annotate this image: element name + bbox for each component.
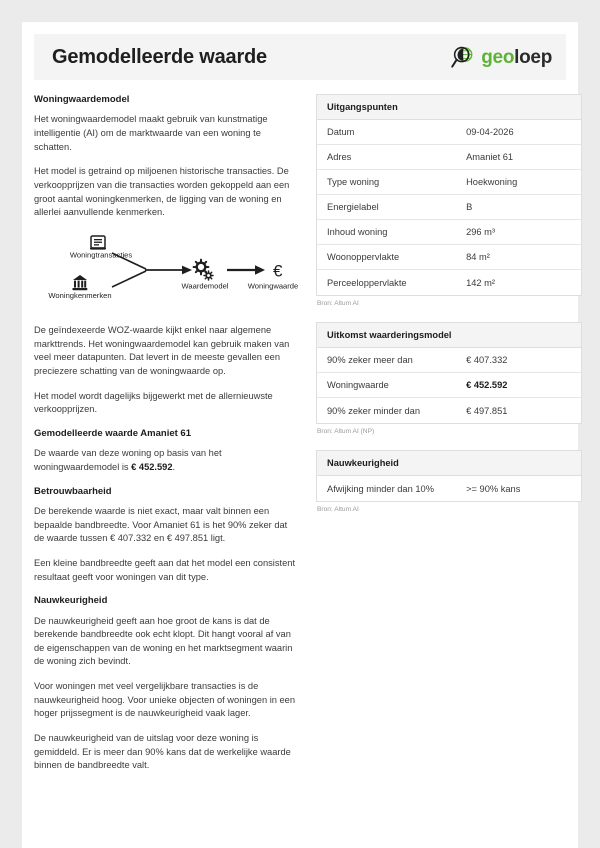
paragraph: Het model is getraind op miljoenen historische transacties. De verkoopprijzen van die transacties worden gekoppeld aan een groot aantal woningkenmerken, de ligging van de woning en allerlei aanvullende kenmerken. xyxy=(34,166,290,218)
table-row xyxy=(317,373,581,398)
row-value: 84 m² xyxy=(466,252,490,262)
table-row xyxy=(317,220,581,245)
row-label: 90% zeker meer dan xyxy=(327,355,413,366)
table-row xyxy=(317,145,581,170)
euro-icon xyxy=(273,261,283,280)
row-label: Woonoppervlakte xyxy=(327,252,400,262)
card-uitgangspunten xyxy=(316,94,582,296)
table-row xyxy=(317,476,581,501)
content-columns xyxy=(22,80,578,784)
magnifier-globe-icon xyxy=(450,44,476,70)
card-title: Nauwkeurigheid xyxy=(317,451,581,476)
row-label: Datum xyxy=(327,127,355,137)
row-label: Afwijking minder dan 10% xyxy=(327,483,434,494)
paragraph: Een kleine bandbreedte geeft aan dat het model een consistent resultaat geeft voor woningen van dit type. xyxy=(34,557,296,582)
page-title: Gemodelleerde waarde xyxy=(52,45,267,68)
document-header xyxy=(34,34,566,80)
section-heading-woningwaardemodel: Woningwaardemodel xyxy=(34,94,130,105)
diagram-label-woningwaarde: Woningwaarde xyxy=(247,281,299,291)
card-uitkomst-waarderingsmodel xyxy=(316,322,582,424)
diagram-label-woningtransacties: Woningtransacties xyxy=(69,250,133,260)
house-bank-icon xyxy=(72,275,87,290)
card-source: Bron: Altum AI xyxy=(317,506,359,514)
row-label: Adres xyxy=(327,152,352,162)
gears-model-icon xyxy=(194,260,213,280)
paragraph: De nauwkeurigheid van de uitslag voor deze woning is gemiddeld. Er is meer dan 90% kans dat de werkelijke waarde binnen de bandbreedte valt. xyxy=(34,733,291,771)
brand-logo xyxy=(450,44,552,70)
card-source: Bron: Altum AI xyxy=(317,300,359,307)
paragraph: De geïndexeerde WOZ-waarde kijkt enkel naar algemene markttrends. Het woningwaardemodel kan gebruik maken van veel meer datapunten. Dat levert in de meeste gevallen een preciezere schatting van de woningwaarde op. xyxy=(34,324,290,376)
row-value: € 407.332 xyxy=(466,355,508,366)
section-heading-gemodelleerde-waarde: Gemodelleerde waarde Amaniet 61 xyxy=(34,427,191,439)
row-value: Hoekwoning xyxy=(466,177,518,187)
left-column xyxy=(34,94,300,784)
paragraph-prefix: De waarde van deze woning op basis van het woningwaardemodel is xyxy=(34,448,222,472)
paragraph: De berekende waarde is niet exact, maar valt binnen een bepaalde bandbreedte. Voor Amaniet 61 is het 90% zeker dat de waarde tussen € 407.332 en € 497.851 ligt. xyxy=(34,505,288,544)
value-model-flow-diagram xyxy=(34,231,300,311)
table-row xyxy=(317,195,581,220)
table-row xyxy=(317,398,581,423)
card-title: Uitgangspunten xyxy=(317,95,581,120)
transactions-document-icon xyxy=(90,236,106,250)
row-label: 90% zeker minder dan xyxy=(327,405,421,416)
table-row xyxy=(317,170,581,195)
diagram-label-waardemodel: Waardemodel xyxy=(181,281,229,291)
brand-logo-text xyxy=(481,48,552,67)
right-column xyxy=(316,94,582,784)
row-label: Inhoud woning xyxy=(327,227,388,237)
table-row xyxy=(317,348,581,373)
card-title: Uitkomst waarderingsmodel xyxy=(317,323,581,348)
section-heading-nauwkeurigheid: Nauwkeurigheid xyxy=(34,595,108,607)
section-heading-betrouwbaarheid: Betrouwbaarheid xyxy=(34,485,112,497)
paragraph-suffix: . xyxy=(172,461,176,472)
card-source: Bron: Altum AI (NP) xyxy=(317,428,375,436)
row-label: Type woning xyxy=(327,177,380,187)
brand-logo-text-loep: loep xyxy=(514,46,552,68)
table-row xyxy=(317,120,581,145)
modelled-value: € 452.592 xyxy=(131,461,173,472)
row-label: Woningwaarde xyxy=(327,380,389,391)
row-value: € 452.592 xyxy=(466,380,508,391)
svg-text:€: € xyxy=(273,261,283,281)
table-row xyxy=(317,245,581,270)
row-value: 09-04-2026 xyxy=(466,127,514,137)
paragraph: Het model wordt dagelijks bijgewerkt met de allernieuwste verkoopprijzen. xyxy=(34,390,273,415)
row-value: 142 m² xyxy=(466,277,496,288)
row-label: Energielabel xyxy=(327,202,379,212)
row-label: Perceeloppervlakte xyxy=(327,277,407,288)
row-value: Amaniet 61 xyxy=(466,152,514,162)
row-value: B xyxy=(466,202,473,212)
row-value: >= 90% kans xyxy=(466,483,521,494)
card-nauwkeurigheid xyxy=(316,450,582,502)
document-page xyxy=(22,22,578,848)
paragraph: Het woningwaardemodel maakt gebruik van kunstmatige intelligentie (AI) om de marktwaarde van een woning te schatten. xyxy=(34,114,268,152)
paragraph: Voor woningen met veel vergelijkbare transacties is de nauwkeurigheid hoog. Voor unieke objecten of woningen in een hoger prijssegment is de nauwkeurigheid vaak lager. xyxy=(34,681,296,719)
diagram-label-woningkenmerken: Woningkenmerken xyxy=(48,290,112,300)
paragraph: De nauwkeurigheid geeft aan hoe groot de kans is dat de berekende bandbreedte ook echt klopt. Dit hangt vooral af van de eigenschappen van de woning en het marktsegment waarin de woning zich bevindt. xyxy=(34,615,293,667)
table-row xyxy=(317,270,581,295)
row-value: 296 m³ xyxy=(466,227,496,237)
row-value: € 497.851 xyxy=(466,405,508,416)
brand-logo-text-geo: geo xyxy=(481,46,515,68)
paragraph-modelled-value xyxy=(34,447,300,474)
